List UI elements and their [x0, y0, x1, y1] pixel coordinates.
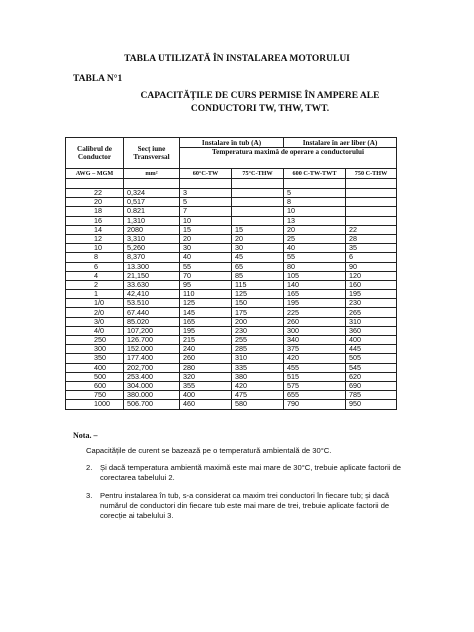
table-cell: 53.510 — [124, 299, 180, 308]
table-cell: 152.000 — [124, 345, 180, 354]
table-cell: 475 — [232, 391, 284, 400]
table-cell: 360 — [346, 326, 397, 335]
table-cell: 15 — [232, 225, 284, 234]
table-cell: 150 — [232, 299, 284, 308]
table-cell: 1,310 — [124, 216, 180, 225]
table-row — [66, 244, 397, 253]
table-cell: 195 — [284, 299, 346, 308]
table-cell: 260 — [284, 317, 346, 326]
table-cell: 655 — [284, 391, 346, 400]
table-cell: 202,700 — [124, 363, 180, 372]
table-cell: 195 — [346, 290, 397, 299]
table-cell — [346, 216, 397, 225]
table-cell: 14 — [66, 225, 124, 234]
header-temperature: Temperatura maximă de operare a conductorului — [180, 148, 397, 169]
table-cell — [346, 198, 397, 207]
table-cell: 165 — [284, 290, 346, 299]
table-cell: 21,150 — [124, 271, 180, 280]
note-2-number: 2. — [86, 463, 93, 472]
table-cell: 55 — [284, 253, 346, 262]
table-cell: 13 — [284, 216, 346, 225]
table-cell: 10 — [180, 216, 232, 225]
table-cell: 85 — [232, 271, 284, 280]
table-cell — [232, 207, 284, 216]
table-cell: 600 — [66, 381, 124, 390]
table-cell: 90 — [346, 262, 397, 271]
table-cell: 40 — [180, 253, 232, 262]
table-cell: 0,517 — [124, 198, 180, 207]
table-row — [66, 262, 397, 271]
table-cell: 575 — [284, 381, 346, 390]
table-cell: 177.400 — [124, 354, 180, 363]
table-row — [66, 225, 397, 234]
table-cell: 300 — [284, 326, 346, 335]
table-row — [66, 234, 397, 243]
table-cell: 22 — [66, 189, 124, 198]
table-cell: 33.630 — [124, 280, 180, 289]
table-row — [66, 189, 397, 198]
table-cell: 8 — [66, 253, 124, 262]
table-cell: 335 — [232, 363, 284, 372]
table-cell: 304.000 — [124, 381, 180, 390]
table-cell: 80 — [284, 262, 346, 271]
table-cell: 250 — [66, 336, 124, 345]
table-cell: 230 — [232, 326, 284, 335]
table-cell: 6 — [66, 262, 124, 271]
table-cell: 380.000 — [124, 391, 180, 400]
table-row — [66, 207, 397, 216]
table-cell: 2 — [66, 280, 124, 289]
table-row — [66, 345, 397, 354]
table-cell: 620 — [346, 372, 397, 381]
table-cell: 30 — [180, 244, 232, 253]
spacer-cell — [180, 179, 232, 189]
table-cell: 18 — [66, 207, 124, 216]
table-cell: 500 — [66, 372, 124, 381]
table-cell: 42,410 — [124, 290, 180, 299]
table-cell: 10 — [66, 244, 124, 253]
table-cell: 2/0 — [66, 308, 124, 317]
table-cell: 160 — [346, 280, 397, 289]
table-cell: 70 — [180, 271, 232, 280]
table-cell: 375 — [284, 345, 346, 354]
table-cell: 85.020 — [124, 317, 180, 326]
table-cell: 140 — [284, 280, 346, 289]
table-cell: 400 — [66, 363, 124, 372]
table-cell: 3,310 — [124, 234, 180, 243]
table-label: TABLA N°1 — [73, 74, 123, 84]
table-row — [66, 363, 397, 372]
header-section: Secț iune Transversal — [124, 138, 180, 169]
header-awg: AWG – MGM — [66, 169, 124, 179]
note-3-number: 3. — [86, 491, 93, 500]
table-cell: 1 — [66, 290, 124, 299]
header-60c-tw: 60°C-TW — [180, 169, 232, 179]
table-cell: 13.300 — [124, 262, 180, 271]
table-cell: 340 — [284, 336, 346, 345]
table-cell: 690 — [346, 381, 397, 390]
table-cell — [232, 216, 284, 225]
table-cell: 107,200 — [124, 326, 180, 335]
spacer-cell — [66, 179, 124, 189]
table-cell: 22 — [346, 225, 397, 234]
table-cell: 580 — [232, 400, 284, 409]
table-cell: 20 — [232, 234, 284, 243]
table-cell: 28 — [346, 234, 397, 243]
table-cell: 3 — [180, 189, 232, 198]
table-cell: 253.400 — [124, 372, 180, 381]
table-cell: 350 — [66, 354, 124, 363]
table-cell: 16 — [66, 216, 124, 225]
ampacity-table — [65, 137, 397, 410]
table-cell: 1000 — [66, 400, 124, 409]
table-row — [66, 317, 397, 326]
table-cell: 95 — [180, 280, 232, 289]
table-cell: 5 — [180, 198, 232, 207]
table-cell: 5 — [284, 189, 346, 198]
table-cell: 20 — [66, 198, 124, 207]
table-cell: 67.440 — [124, 308, 180, 317]
table-cell: 750 — [66, 391, 124, 400]
table-row — [66, 400, 397, 409]
header-600c-tw-twt: 600 C-TW-TWT — [284, 169, 346, 179]
table-cell: 790 — [284, 400, 346, 409]
table-row — [66, 381, 397, 390]
table-cell: 285 — [232, 345, 284, 354]
table-cell: 175 — [232, 308, 284, 317]
table-row — [66, 271, 397, 280]
table-cell: 105 — [284, 271, 346, 280]
header-mm2: mm² — [124, 169, 180, 179]
note-1-text: Capacitățile de curent se bazează pe o temperatură ambientală de 30°C. — [86, 446, 332, 455]
table-cell: 15 — [180, 225, 232, 234]
header-75c-thw: 75°C-THW — [232, 169, 284, 179]
table-cell — [346, 207, 397, 216]
note-3-text: Pentru instalarea în tub, s-a considerat ca maxim trei conductori în fiecare tub; și dacă numărul de conductori din fiecare tub este mai mare de trei, trebuie aplicate factorii de corecție ai tabelului 3. — [100, 491, 390, 520]
table-cell: 1/0 — [66, 299, 124, 308]
table-cell: 310 — [346, 317, 397, 326]
table-row — [66, 354, 397, 363]
table-cell: 4 — [66, 271, 124, 280]
table-row — [66, 299, 397, 308]
table-cell: 20 — [180, 234, 232, 243]
table-cell: 115 — [232, 280, 284, 289]
table-row — [66, 198, 397, 207]
table-cell: 280 — [180, 363, 232, 372]
table-cell: 55 — [180, 262, 232, 271]
table-row — [66, 280, 397, 289]
table-cell: 10 — [284, 207, 346, 216]
note-2-text: Și dacă temperatura ambientă maximă este mai mare de 30°C, trebuie aplicate factorii de corectarea tabelului 2. — [100, 463, 402, 482]
table-cell: 545 — [346, 363, 397, 372]
table-cell: 30 — [232, 244, 284, 253]
table-cell: 225 — [284, 308, 346, 317]
table-cell: 65 — [232, 262, 284, 271]
table-cell: 400 — [180, 391, 232, 400]
spacer-cell — [232, 179, 284, 189]
table-cell: 195 — [180, 326, 232, 335]
table-cell: 515 — [284, 372, 346, 381]
table-row — [66, 253, 397, 262]
table-cell — [232, 198, 284, 207]
table-cell: 125 — [232, 290, 284, 299]
table-row — [66, 372, 397, 381]
table-cell: 260 — [180, 354, 232, 363]
table-cell: 255 — [232, 336, 284, 345]
table-cell: 3/0 — [66, 317, 124, 326]
table-cell: 0.821 — [124, 207, 180, 216]
spacer-cell — [284, 179, 346, 189]
header-caliber: Calibrul de Conductor — [66, 138, 124, 169]
table-cell: 355 — [180, 381, 232, 390]
table-cell: 12 — [66, 234, 124, 243]
table-row — [66, 290, 397, 299]
table-cell: 950 — [346, 400, 397, 409]
table-cell: 2080 — [124, 225, 180, 234]
table-cell — [232, 189, 284, 198]
table-cell: 230 — [346, 299, 397, 308]
subtitle-line-2: CONDUCTORI TW, THW, TWT. — [190, 104, 330, 114]
table-row — [66, 308, 397, 317]
header-750c-thw: 750 C-THW — [346, 169, 397, 179]
table-cell: 7 — [180, 207, 232, 216]
table-cell: 455 — [284, 363, 346, 372]
table-row — [66, 216, 397, 225]
header-air: Instalare în aer liber (A) — [284, 138, 397, 148]
header-tub: Instalare în tub (A) — [180, 138, 284, 148]
table-row — [66, 336, 397, 345]
table-cell: 460 — [180, 400, 232, 409]
table-cell: 310 — [232, 354, 284, 363]
table-cell: 126.700 — [124, 336, 180, 345]
table-cell: 320 — [180, 372, 232, 381]
table-cell: 165 — [180, 317, 232, 326]
table-cell: 125 — [180, 299, 232, 308]
nota-label: Nota. – — [73, 431, 98, 440]
table-cell: 110 — [180, 290, 232, 299]
spacer-cell — [124, 179, 180, 189]
spacer-cell — [346, 179, 397, 189]
table-cell: 400 — [346, 336, 397, 345]
table-cell: 40 — [284, 244, 346, 253]
table-row — [66, 391, 397, 400]
table-cell: 200 — [232, 317, 284, 326]
table-cell: 215 — [180, 336, 232, 345]
table-cell: 25 — [284, 234, 346, 243]
table-cell: 20 — [284, 225, 346, 234]
table-cell — [346, 189, 397, 198]
table-cell: 785 — [346, 391, 397, 400]
table-cell: 506.700 — [124, 400, 180, 409]
table-cell: 240 — [180, 345, 232, 354]
table-cell: 5,260 — [124, 244, 180, 253]
table-cell: 420 — [284, 354, 346, 363]
table-cell: 145 — [180, 308, 232, 317]
table-cell: 6 — [346, 253, 397, 262]
table-cell: 380 — [232, 372, 284, 381]
table-cell: 4/0 — [66, 326, 124, 335]
table-subtitle — [100, 90, 420, 116]
table-cell: 8,370 — [124, 253, 180, 262]
table-cell: 265 — [346, 308, 397, 317]
subtitle-line-1: CAPACITĂȚILE DE CURS PERMISE ÎN AMPERE ALE — [140, 91, 380, 101]
table-cell: 8 — [284, 198, 346, 207]
table-cell: 300 — [66, 345, 124, 354]
table-cell: 505 — [346, 354, 397, 363]
table-row — [66, 326, 397, 335]
document-title: TABLA UTILIZATĂ ÎN INSTALAREA MOTORULUI — [124, 54, 350, 64]
table-cell: 120 — [346, 271, 397, 280]
table-cell: 445 — [346, 345, 397, 354]
table-cell: 35 — [346, 244, 397, 253]
table-cell: 0,324 — [124, 189, 180, 198]
table-cell: 45 — [232, 253, 284, 262]
table-cell: 420 — [232, 381, 284, 390]
